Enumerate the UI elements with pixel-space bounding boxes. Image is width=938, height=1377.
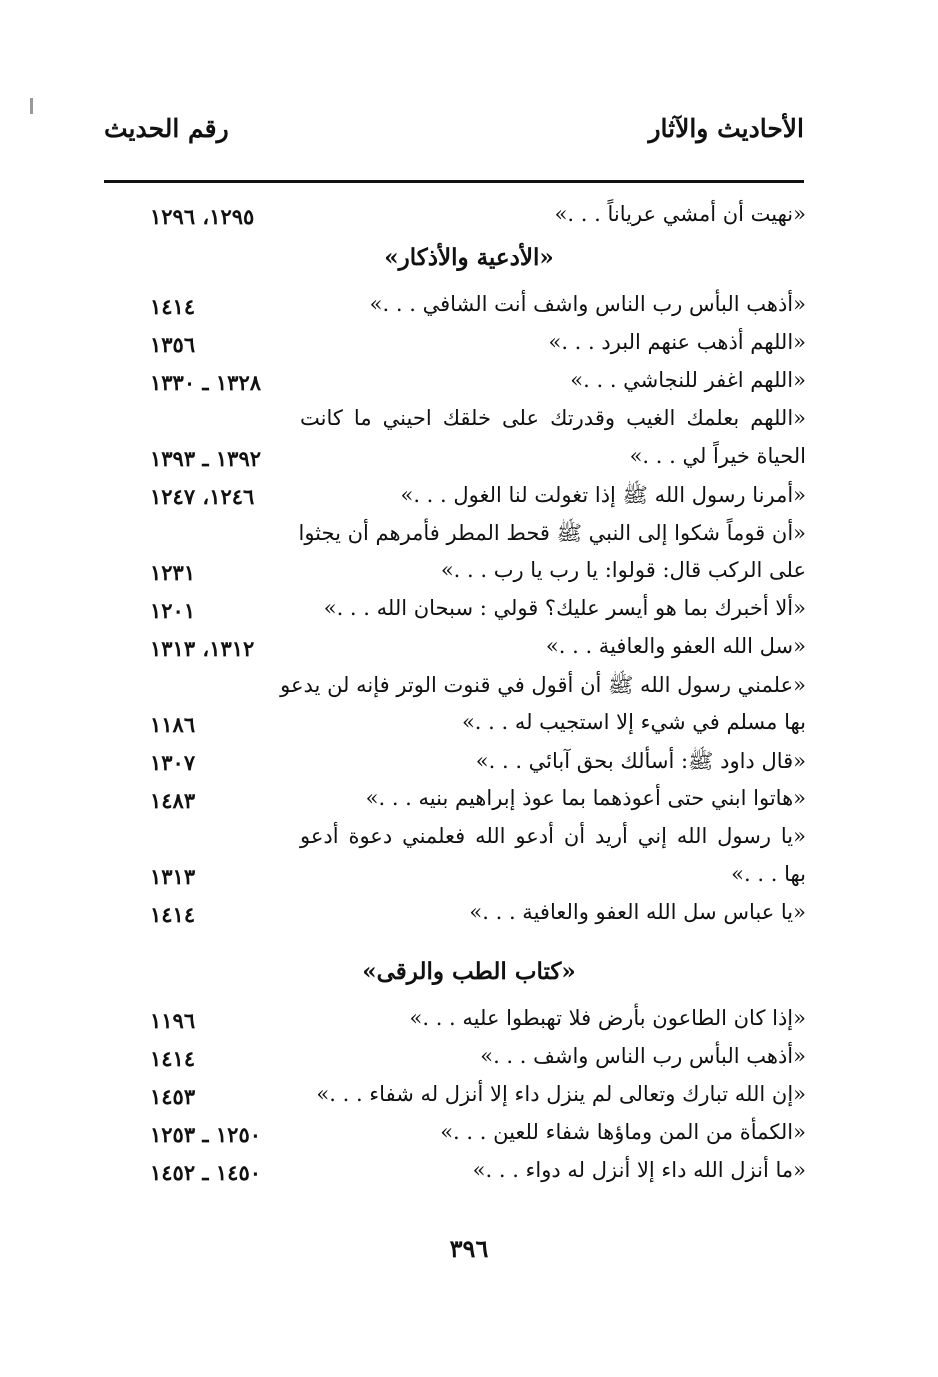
- running-header-title: الأحاديث والآثار: [648, 114, 804, 143]
- entry-text: «اللهم أذهب عنهم البرد . . .»: [548, 330, 806, 354]
- entry-text: «أمرنا رسول الله ﷺ إذا تغولت لنا الغول . . .»: [400, 483, 806, 507]
- hadith-number: ١٢٠١: [150, 598, 196, 623]
- index-entry: [0, 400, 938, 438]
- entry-text: بها مسلم في شيء إلا استجيب له . . .»: [461, 710, 806, 734]
- hadith-number: ١٤٥٠ ـ ١٤٥٢: [150, 1160, 262, 1185]
- index-entry: [0, 780, 938, 818]
- entry-text: على الركب قال: قولوا: يا رب يا رب . . .»: [440, 558, 806, 582]
- index-entries: [0, 196, 938, 1190]
- hadith-number: ١١٩٦: [150, 1008, 196, 1033]
- hadith-number: ١٢٤٦، ١٢٤٧: [150, 484, 255, 509]
- index-entry: [0, 362, 938, 400]
- margin-mark: [30, 98, 33, 114]
- entry-text: «ما أنزل الله داء إلا أنزل له دواء . . .»: [472, 1158, 806, 1182]
- entry-text: «أذهب البأس رب الناس واشف . . .»: [480, 1044, 806, 1068]
- index-entry: [0, 818, 938, 856]
- hadith-number: ١٣٠٧: [150, 750, 196, 775]
- entry-text: «قال داود ﷺ: أسألك بحق آبائي . . .»: [475, 749, 806, 773]
- entry-text: «أن قوماً شكوا إلى النبي ﷺ قحط المطر فأمرهم أن يجثوا: [298, 521, 806, 545]
- hadith-number: ١٣١٢، ١٣١٣: [150, 636, 255, 661]
- index-entry: [0, 196, 938, 234]
- hadith-number: ١١٨٦: [150, 712, 196, 737]
- index-entry: [0, 666, 938, 704]
- hadith-number: ١٢٣١: [150, 560, 196, 585]
- entry-text: «إذا كان الطاعون بأرض فلا تهبطوا عليه . . .»: [409, 1006, 806, 1030]
- index-entry: [0, 1000, 938, 1038]
- header-rule: [104, 180, 804, 183]
- entry-text: «يا رسول الله إني أريد أن أدعو الله فعلمني دعوة أدعو: [300, 824, 806, 848]
- hadith-number: ١٢٥٠ ـ ١٢٥٣: [150, 1122, 262, 1147]
- entry-text: «نهيت أن أمشي عرياناً . . .»: [554, 202, 806, 226]
- index-entry: [0, 590, 938, 628]
- running-header-column-label: رقم الحديث: [104, 114, 229, 143]
- entry-text: بها . . .»: [731, 862, 806, 886]
- hadith-number: ١٤٥٣: [150, 1084, 196, 1109]
- hadith-number: ١٤١٤: [150, 1046, 196, 1071]
- entry-text: «يا عباس سل الله العفو والعافية . . .»: [469, 900, 806, 924]
- section-heading-row: [0, 948, 938, 1000]
- index-entry: [0, 742, 938, 780]
- entry-text: «سل الله العفو والعافية . . .»: [545, 634, 806, 658]
- index-entry: [0, 628, 938, 666]
- entry-text: «اللهم بعلمك الغيب وقدرتك على خلقك احيني ما كانت: [300, 406, 806, 430]
- index-entry: [0, 1076, 938, 1114]
- index-entry: [0, 894, 938, 932]
- hadith-number: ١٤٨٣: [150, 788, 196, 813]
- entry-text: «هاتوا ابني حتى أعوذهما بما عوذ إبراهيم بنيه . . .»: [365, 786, 806, 810]
- section-heading: «الأدعية والأذكار»: [384, 244, 554, 271]
- hadith-number: ١٤١٤: [150, 902, 196, 927]
- entry-text: «الكمأة من المن وماؤها شفاء للعين . . .»: [440, 1120, 806, 1144]
- index-entry: [0, 704, 938, 742]
- entry-text: الحياة خيراً لي . . .»: [629, 444, 806, 468]
- section-spacer: [0, 932, 938, 948]
- hadith-number: ١٣٢٨ ـ ١٣٣٠: [150, 370, 262, 395]
- index-entry: [0, 438, 938, 476]
- hadith-number: ١٣٥٦: [150, 332, 196, 357]
- index-entry: [0, 1114, 938, 1152]
- index-entry: [0, 324, 938, 362]
- hadith-number: ١٢٩٥، ١٢٩٦: [150, 204, 255, 229]
- hadith-number: ١٣١٣: [150, 864, 196, 889]
- index-entry: [0, 1038, 938, 1076]
- index-entry: [0, 856, 938, 894]
- hadith-number: ١٤١٤: [150, 294, 196, 319]
- page-number: ٣٩٦: [449, 1234, 489, 1263]
- entry-text: «اللهم اغفر للنجاشي . . .»: [570, 368, 806, 392]
- section-heading-row: [0, 234, 938, 286]
- index-entry: [0, 476, 938, 514]
- index-entry: [0, 552, 938, 590]
- entry-text: «علمني رسول الله ﷺ أن أقول في قنوت الوتر فإنه لن يدعو: [280, 673, 806, 697]
- entry-text: «إن الله تبارك وتعالى لم ينزل داء إلا أنزل له شفاء . . .»: [316, 1082, 806, 1106]
- index-entry: [0, 514, 938, 552]
- entry-text: «ألا أخبرك بما هو أيسر عليك؟ قولي : سبحان الله . . .»: [323, 596, 806, 620]
- section-heading: «كتاب الطب والرقى»: [362, 958, 576, 985]
- entry-text: «أذهب البأس رب الناس واشف أنت الشافي . . .»: [369, 292, 806, 316]
- index-entry: [0, 286, 938, 324]
- hadith-number: ١٣٩٢ ـ ١٣٩٣: [150, 446, 262, 471]
- index-entry: [0, 1152, 938, 1190]
